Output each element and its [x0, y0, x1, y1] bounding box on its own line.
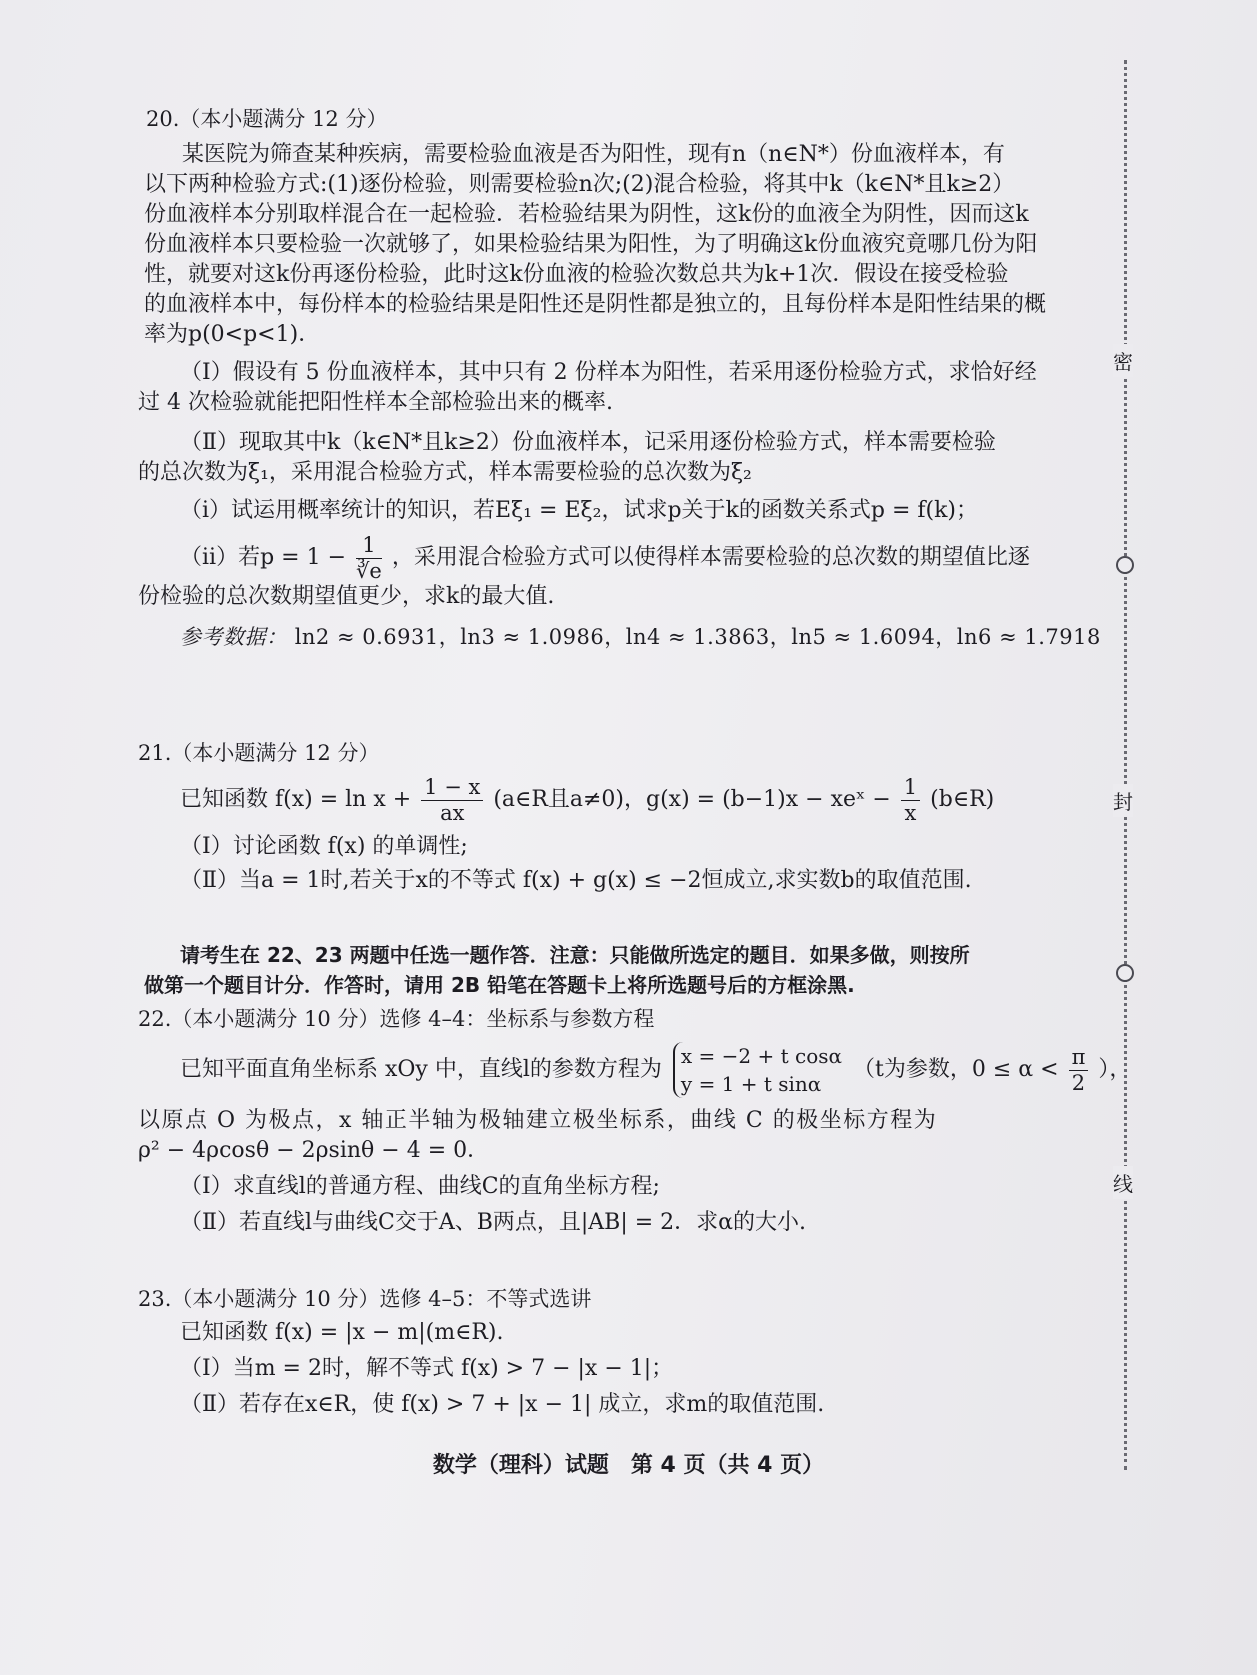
question-22-head: 22.（本小题满分 10 分）选修 4–4：坐标系与参数方程	[138, 1007, 655, 1031]
seal-circle	[1116, 556, 1134, 574]
seal-mark-mi: 密	[1113, 344, 1133, 377]
notice-line: 请考生在 22、23 两题中任选一题作答．注意：只能做所选定的题目．如果多做，则按所	[180, 943, 970, 967]
fraction-numerator: π	[1069, 1047, 1089, 1071]
fraction-numerator: 1	[901, 777, 920, 801]
fraction-numerator: 1	[356, 535, 382, 559]
question-23-part2: （Ⅱ）若存在x∈R，使 f(x) > 7 + |x − 1| 成立，求m的取值范围.	[180, 1392, 825, 1417]
question-20-part1-line: （Ⅰ）假设有 5 份血液样本，其中只有 2 份样本为阳性，若采用逐份检验方式，求恰好经	[180, 360, 1037, 385]
seal-circle	[1116, 964, 1134, 982]
question-23-part1: （Ⅰ）当m = 2时，解不等式 f(x) > 7 − |x − 1|；	[180, 1356, 674, 1381]
given-pre: 已知函数 f(x) = ln x +	[180, 787, 412, 812]
given-post: (b∈R)	[930, 787, 995, 812]
fraction	[356, 532, 382, 583]
question-23-head: 23.（本小题满分 10 分）选修 4–5：不等式选讲	[138, 1287, 592, 1311]
given-post-end: ），	[1098, 1057, 1132, 1082]
fraction-denominator: ax	[440, 800, 465, 825]
reference-data-values: ln2 ≈ 0.6931，ln3 ≈ 1.0986，ln4 ≈ 1.3863，ln5 ≈ 1.6094，ln6 ≈ 1.7918	[294, 625, 1101, 649]
seal-mark-xian: 线	[1113, 1166, 1133, 1199]
question-20-text-line: 份血液样本只要检验一次就够了，如果检验结果为阳性，为了明确这k份血液究竟哪几份为阳	[144, 232, 1038, 257]
fraction	[421, 774, 483, 825]
seal-mark-feng: 封	[1113, 784, 1133, 817]
fraction-denominator: ∛e	[356, 558, 382, 583]
part2ii-pre: （ⅱ）若p = 1 −	[180, 545, 346, 570]
question-22	[138, 1004, 1132, 1238]
question-20-text-line: 份血液样本分别取样混合在一起检验．若检验结果为阴性，这k份的血液全为阴性，因而这k	[144, 202, 1029, 227]
reference-data	[138, 622, 1128, 652]
notice-line: 做第一个题目计分．作答时，请用 2B 铅笔在答题卡上将所选题号后的方框涂黑.	[144, 973, 855, 997]
fraction	[1069, 1044, 1089, 1095]
question-22-line: 以原点 O 为极点，x 轴正半轴为极轴建立极坐标系，曲线 C 的极坐标方程为	[138, 1108, 938, 1133]
question-20-part2-line: 的总次数为ξ₁，采用混合检验方式，样本需要检验的总次数为ξ₂	[138, 460, 752, 485]
question-21-part2: （Ⅱ）当a = 1时,若关于x的不等式 f(x) + g(x) ≤ −2恒成立,求实数b的取值范围.	[180, 868, 972, 893]
parametric-eq-x: x = −2 + t cosα	[680, 1044, 843, 1068]
page-footer: 数学（理科）试题 第 4 页（共 4 页）	[432, 1453, 825, 1478]
question-20-text-line: 率为p(0<p<1)．	[144, 322, 321, 347]
parametric-system	[673, 1042, 842, 1098]
given-post-pre: （t为参数，0 ≤ α <	[853, 1057, 1059, 1082]
seal-line	[1124, 60, 1137, 1470]
question-20-text-line: 以下两种检验方式:(1)逐份检验，则需要检验n次;(2)混合检验，将其中k（k∈N*且k≥2）	[144, 172, 1015, 197]
question-20-part1-line: 过 4 次检验就能把阳性样本全部检验出来的概率.	[138, 390, 613, 415]
question-23	[138, 1284, 1128, 1420]
question-22-given	[138, 1034, 1132, 1106]
fraction-denominator: 2	[1071, 1070, 1086, 1095]
fraction-numerator: 1 − x	[421, 777, 483, 801]
question-20-text-line: 的血液样本中，每份样本的检验结果是阳性还是阴性都是独立的，且每份样本是阳性结果的概	[144, 292, 1047, 317]
question-20-part2ii-end: 份检验的总次数期望值更少，求k的最大值.	[138, 584, 555, 609]
question-20-head: 20.（本小题满分 12 分）	[146, 107, 388, 131]
question-20-part2i: （ⅰ）试运用概率统计的知识，若Eξ₁ = Eξ₂，试求p关于k的函数关系式p = f(k)；	[180, 498, 979, 523]
question-21-given	[138, 768, 1128, 832]
given-pre: 已知平面直角坐标系 xOy 中，直线l的参数方程为	[180, 1057, 662, 1082]
question-22-part2: （Ⅱ）若直线l与曲线C交于A、B两点，且|AB| = 2．求α的大小.	[180, 1210, 807, 1235]
parametric-eq-y: y = 1 + t sinα	[680, 1072, 822, 1096]
fraction-denominator: x	[904, 800, 917, 825]
question-20-part2ii	[138, 534, 1128, 582]
question-23-given: 已知函数 f(x) = |x − m|(m∈R).	[180, 1320, 504, 1345]
question-22-line: ρ² − 4ρcosθ − 2ρsinθ − 4 = 0．	[138, 1138, 490, 1163]
question-20	[138, 104, 1128, 652]
given-mid: (a∈R且a≠0)，g(x) = (b−1)x − xeˣ −	[493, 787, 891, 812]
fraction	[901, 774, 920, 825]
question-20-text-line: 某医院为筛查某种疾病，需要检验血液是否为阳性，现有n（n∈N*）份血液样本，有	[182, 142, 1005, 167]
selection-notice	[138, 940, 1128, 1000]
question-21	[138, 738, 1128, 896]
question-22-part1: （Ⅰ）求直线l的普通方程、曲线C的直角坐标方程;	[180, 1174, 660, 1199]
question-21-part1: （Ⅰ）讨论函数 f(x) 的单调性;	[180, 834, 468, 859]
question-21-head: 21.（本小题满分 12 分）	[138, 741, 380, 765]
question-20-text-line: 性，就要对这k份再逐份检验，此时这k份血液的检验次数总共为k+1次．假设在接受检验	[144, 262, 1009, 287]
question-20-part2-line: （Ⅱ）现取其中k（k∈N*且k≥2）份血液样本，记采用逐份检验方式，样本需要检验	[180, 430, 996, 455]
part2ii-post: ，采用混合检验方式可以使得样本需要检验的总次数的期望值比逐	[391, 545, 1030, 570]
reference-data-label: 参考数据：	[180, 625, 288, 649]
